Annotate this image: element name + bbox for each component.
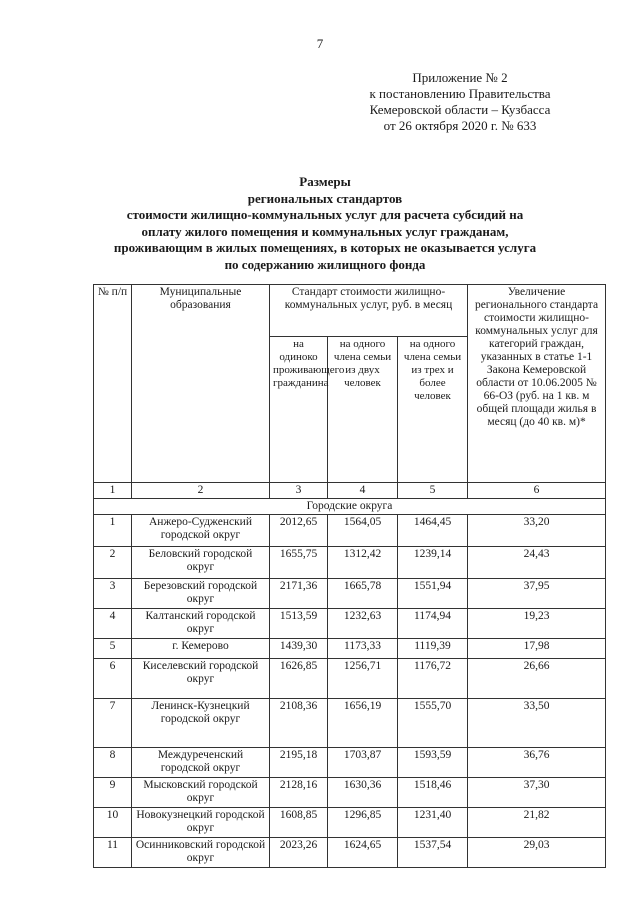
appendix-line: к постановлению Правительства [369, 86, 551, 101]
value-three: 1119,39 [398, 639, 468, 659]
header-three: на одного члена семьи из трех и более человек [398, 337, 468, 483]
col-number: 2 [132, 483, 270, 499]
value-two: 1630,36 [328, 778, 398, 808]
title-line: по содержанию жилищного фонда [224, 256, 426, 272]
row-number: 10 [94, 808, 132, 838]
row-number: 6 [94, 659, 132, 699]
value-three: 1464,45 [398, 515, 468, 547]
value-single: 1655,75 [270, 547, 328, 579]
title-line: стоимости жилищно-коммунальных услуг для расчета субсидий на [126, 207, 524, 222]
table-row [94, 609, 606, 639]
col-number: 6 [468, 483, 606, 499]
section-label: Городские округа [94, 499, 606, 515]
standards-table [93, 284, 606, 868]
municipality-name: Междуреченский городской округ [132, 748, 270, 778]
page-number: 7 [316, 36, 324, 51]
value-three: 1555,70 [398, 699, 468, 748]
value-two: 1624,65 [328, 838, 398, 868]
value-increase: 36,76 [468, 748, 606, 778]
row-number: 1 [94, 515, 132, 547]
value-single: 1626,85 [270, 659, 328, 699]
table-row [94, 808, 606, 838]
value-increase: 29,03 [468, 838, 606, 868]
value-single: 2195,18 [270, 748, 328, 778]
value-two: 1296,85 [328, 808, 398, 838]
row-number: 11 [94, 838, 132, 868]
value-three: 1176,72 [398, 659, 468, 699]
municipality-name: Калтанский городской округ [132, 609, 270, 639]
value-three: 1537,54 [398, 838, 468, 868]
table-row [94, 659, 606, 699]
value-two: 1312,42 [328, 547, 398, 579]
header-increase: Увеличение регионального стандарта стоимости жилищно-коммунальных услуг для категорий граждан, указанных в статье 1-1 Закона Кемеровской области от 10.06.2005 № 66-ОЗ (руб. на 1 кв. м общей площади жилья в месяц (до 40 кв. м)* [468, 285, 606, 483]
value-single: 2128,16 [270, 778, 328, 808]
value-three: 1174,94 [398, 609, 468, 639]
municipality-name: Беловский городской округ [132, 547, 270, 579]
municipality-name: Киселевский городской округ [132, 659, 270, 699]
document-title [90, 174, 560, 273]
value-two: 1703,87 [328, 748, 398, 778]
value-two: 1232,63 [328, 609, 398, 639]
table-row [94, 515, 606, 547]
value-three: 1593,59 [398, 748, 468, 778]
col-number: 1 [94, 483, 132, 499]
value-increase: 33,20 [468, 515, 606, 547]
table-row [94, 778, 606, 808]
row-number: 2 [94, 547, 132, 579]
col-number: 3 [270, 483, 328, 499]
municipality-name: Анжеро-Судженский городской округ [132, 515, 270, 547]
value-two: 1173,33 [328, 639, 398, 659]
row-number: 3 [94, 579, 132, 609]
title-line: региональных стандартов [247, 190, 403, 206]
col-number: 5 [398, 483, 468, 499]
value-single: 1513,59 [270, 609, 328, 639]
appendix-block [350, 70, 570, 134]
value-increase: 37,30 [468, 778, 606, 808]
row-number: 9 [94, 778, 132, 808]
municipality-name: Новокузнецкий городской округ [132, 808, 270, 838]
value-three: 1551,94 [398, 579, 468, 609]
header-standard: Стандарт стоимости жилищно-коммунальных услуг, руб. в месяц [270, 285, 468, 337]
table-row [94, 838, 606, 868]
table-row [94, 699, 606, 748]
municipality-name: Ленинск-Кузнецкий городской округ [132, 699, 270, 748]
appendix-line: Кемеровской области – Кузбасса [369, 102, 551, 117]
value-single: 2012,65 [270, 515, 328, 547]
value-two: 1256,71 [328, 659, 398, 699]
table-row [94, 748, 606, 778]
value-two: 1564,05 [328, 515, 398, 547]
title-line: оплату жилого помещения и коммунальных услуг гражданам, [141, 223, 509, 239]
value-single: 1608,85 [270, 808, 328, 838]
appendix-line: от 26 октября 2020 г. № 633 [383, 118, 537, 133]
value-single: 2023,26 [270, 838, 328, 868]
value-increase: 17,98 [468, 639, 606, 659]
row-number: 8 [94, 748, 132, 778]
row-number: 5 [94, 639, 132, 659]
value-increase: 21,82 [468, 808, 606, 838]
value-single: 1439,30 [270, 639, 328, 659]
table-row [94, 639, 606, 659]
value-three: 1239,14 [398, 547, 468, 579]
municipality-name: г. Кемерово [132, 639, 270, 659]
row-number: 4 [94, 609, 132, 639]
value-two: 1656,19 [328, 699, 398, 748]
appendix-line: Приложение № 2 [412, 70, 508, 85]
value-two: 1665,78 [328, 579, 398, 609]
value-single: 2108,36 [270, 699, 328, 748]
value-increase: 24,43 [468, 547, 606, 579]
value-increase: 33,50 [468, 699, 606, 748]
table-row [94, 579, 606, 609]
header-two: на одного члена семьи из двух человек [328, 337, 398, 483]
title-line: Размеры [299, 174, 351, 189]
col-number: 4 [328, 483, 398, 499]
value-increase: 19,23 [468, 609, 606, 639]
value-single: 2171,36 [270, 579, 328, 609]
title-line: проживающим в жилых помещениях, в которых не оказывается услуга [113, 240, 537, 255]
municipality-name: Мысковский городской округ [132, 778, 270, 808]
header-municipality: Муниципальные образования [132, 285, 270, 483]
value-increase: 26,66 [468, 659, 606, 699]
value-increase: 37,95 [468, 579, 606, 609]
value-three: 1231,40 [398, 808, 468, 838]
municipality-name: Осинниковский городской округ [132, 838, 270, 868]
table-row [94, 547, 606, 579]
header-num: № п/п [94, 285, 132, 483]
row-number: 7 [94, 699, 132, 748]
header-single: на одиноко проживающего гражданина [270, 337, 328, 483]
value-three: 1518,46 [398, 778, 468, 808]
municipality-name: Березовский городской округ [132, 579, 270, 609]
